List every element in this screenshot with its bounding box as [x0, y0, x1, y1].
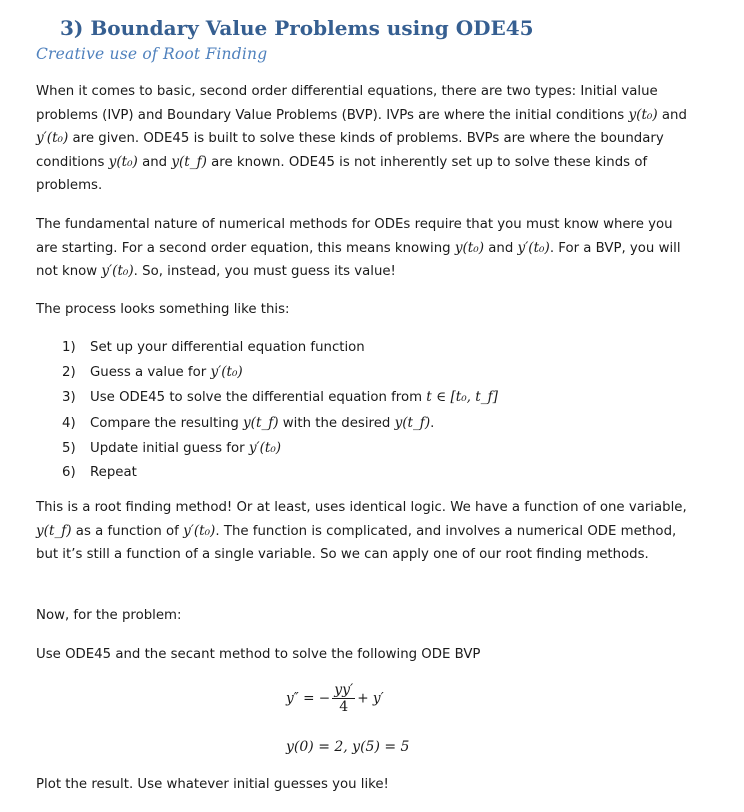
math-inline: y′(t₀)	[36, 130, 69, 146]
text-run: as a function of	[71, 523, 184, 539]
text-run: . So, instead, you must guess its value!	[133, 264, 396, 279]
equation-lhs: y″ = −	[286, 690, 331, 707]
step-text: Update initial guess for	[90, 440, 249, 456]
text-run: . The function is complicated, and involves a numerical ODE method, but it’s still a function of a single variable. So we can apply one of our root finding methods.	[36, 523, 677, 562]
math-inline: y(t_f)	[171, 153, 207, 170]
step-number: 1)	[62, 340, 76, 355]
step-text: with the desired	[278, 415, 395, 431]
list-item	[50, 461, 670, 485]
equation-rhs: + y′	[357, 690, 384, 707]
math-inline: y′(t₀)	[183, 522, 216, 539]
step-number: 6)	[62, 465, 76, 481]
math-inline: y′(t₀)	[248, 439, 282, 456]
step-number: 4)	[62, 415, 76, 431]
list-item	[50, 411, 670, 436]
text-run: are known. ODE45 is not inherently set up to solve these kinds of problems.	[36, 154, 648, 193]
list-item	[50, 336, 670, 360]
list-item	[50, 385, 670, 410]
plot-instruction: Plot the result. Use whatever initial guesses you like!	[36, 777, 389, 792]
root-finding-paragraph	[36, 496, 696, 567]
math-inline: y(t_f)	[36, 522, 72, 539]
step-text: Compare the resulting	[90, 415, 243, 431]
document-page	[36, 0, 696, 792]
math-inline: y(t_f)	[243, 414, 279, 431]
equation-fraction	[332, 682, 355, 715]
math-inline: t ∈ [t₀, t_f]	[426, 389, 498, 406]
math-inline: y(t_f)	[394, 414, 431, 431]
section-subtitle: Creative use of Root Finding	[36, 45, 268, 63]
step-number: 2)	[62, 365, 76, 381]
fraction-numerator: yy′	[334, 682, 354, 698]
numerical-methods-paragraph	[36, 213, 696, 284]
text-run: and	[137, 154, 172, 170]
problem-statement: Use ODE45 and the secant method to solve the following ODE BVP	[36, 647, 481, 662]
text-run: and	[484, 240, 518, 256]
text-run: . For a BVP, you will not know	[36, 240, 681, 279]
list-item	[50, 436, 670, 461]
text-run: When it comes to basic, second order differential equations, there are two types: Initial value problems (IVP) and Boundary Value Problems (BVP). IVPs are where the initial conditions	[36, 84, 658, 123]
step-text: Set up your differential equation function	[90, 340, 365, 355]
boundary-conditions: y(0) = 2, y(5) = 5	[286, 739, 410, 755]
text-run: The fundamental nature of numerical methods for ODEs require that you must know where you are starting. For a second order equation, this means knowing	[36, 217, 673, 256]
intro-paragraph	[36, 80, 696, 198]
math-inline: y(t₀)	[628, 106, 658, 123]
process-intro: The process looks something like this:	[36, 302, 290, 317]
math-inline: y(t₀)	[108, 153, 138, 170]
ode-equation	[286, 682, 486, 726]
math-inline: y′(t₀)	[101, 263, 134, 279]
step-number: 3)	[62, 390, 76, 406]
step-text: Use ODE45 to solve the differential equation from	[90, 390, 427, 406]
math-inline: y(t₀)	[454, 239, 485, 256]
text-run: are given. ODE45 is built to solve these kinds of problems. BVPs are where the boundary conditions	[36, 131, 664, 170]
text-run: This is a root finding method! Or at least, uses identical logic. We have a function of one variable,	[36, 500, 687, 515]
math-inline: y′(t₀)	[210, 364, 243, 381]
math-inline: y′(t₀)	[517, 239, 550, 256]
step-text: .	[430, 415, 435, 431]
step-text: Guess a value for	[90, 365, 211, 381]
text-run: and	[657, 107, 687, 123]
section-title: 3) Boundary Value Problems using ODE45	[60, 16, 534, 40]
fraction-denominator: 4	[339, 699, 349, 715]
step-number: 5)	[62, 440, 76, 456]
process-steps-list	[50, 336, 670, 485]
step-text: Repeat	[90, 465, 137, 481]
list-item	[50, 360, 670, 385]
problem-intro: Now, for the problem:	[36, 608, 182, 623]
